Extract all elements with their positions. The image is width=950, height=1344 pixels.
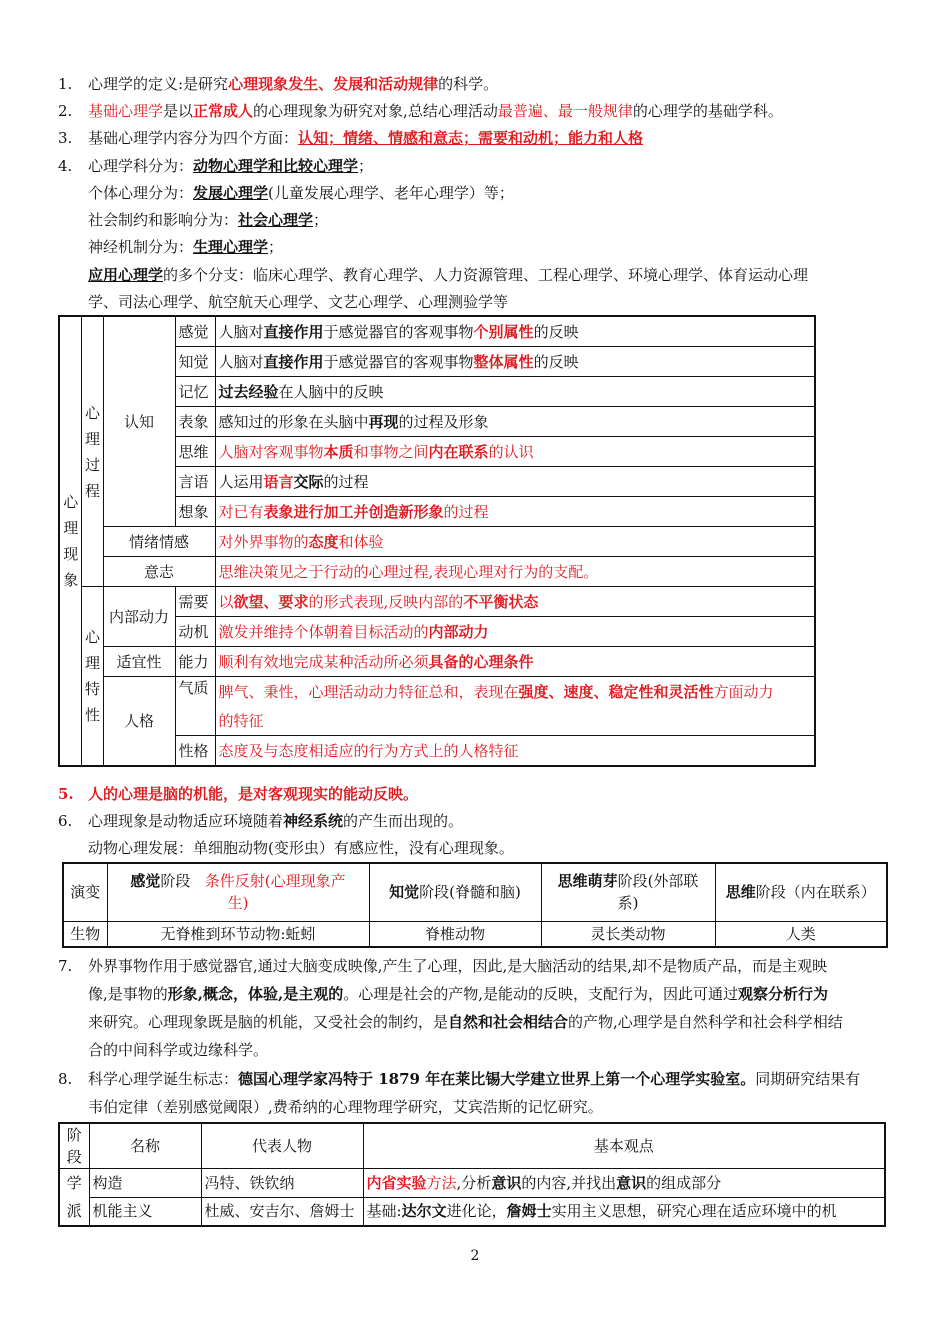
table-row: 人格 气质 脾气、秉性，心理活动动力特征总和，表现在强度、速度、稳定性和灵活性方面动力 xyxy=(59,677,815,707)
schools-table xyxy=(58,1122,886,1227)
psychology-phenomena-table xyxy=(58,315,816,767)
perception-def: 人脑对直接作用于感觉器官的客观事物整体属性的反映 xyxy=(215,347,815,377)
table-row: 言语 人运用语言交际的过程 xyxy=(59,467,815,497)
language-def: 人运用语言交际的过程 xyxy=(215,467,815,497)
table-row: 情绪情感 对外界事物的态度和体验 xyxy=(59,527,815,557)
functionalism-view: 基础:达尔文进化论，詹姆士实用主义思想，研究心理在适应环境中的机 xyxy=(363,1197,885,1226)
table-row: 动机 激发并维持个体朝着目标活动的内部动力 xyxy=(59,617,815,647)
item-7-line-4: 合的中间科学或边缘科学。 xyxy=(88,1041,269,1059)
imagination-def: 对已有表象进行加工并创造新形象的过程 xyxy=(215,497,815,527)
root-cell: 心理现象 xyxy=(59,316,81,766)
stage-thinking-bud: 思维萌芽阶段(外部联 系) xyxy=(541,863,715,921)
table-row: 心理现象 心理过程 认知 感觉 人脑对直接作用于感觉器官的客观事物个别属性的反映 xyxy=(59,316,815,347)
table-row: 学派 构造 冯特、铁钦纳 内省实验方法,分析意识的内容,并找出意识的组成部分 xyxy=(59,1169,885,1198)
table-row: 思维 人脑对客观事物本质和事物之间内在联系的认识 xyxy=(59,437,815,467)
item-6-line-2: 动物心理发展：单细胞动物(变形虫）有感应性，没有心理现象。 xyxy=(88,839,514,857)
item-4-line-5: 应用心理学的多个分支：临床心理学、教育心理学、人力资源管理、工程心理学、环境心理学、体育运动心理 xyxy=(88,266,809,284)
process-cell: 心理过程 xyxy=(81,316,103,587)
item-4-line-4: 神经机制分为：生理心理学； xyxy=(88,238,284,256)
stage-sensation: 感觉阶段 条件反射(心理现象产 生) xyxy=(107,863,369,921)
temperament-def: 脾气、秉性，心理活动动力特征总和，表现在强度、速度、稳定性和灵活性方面动力 xyxy=(215,677,815,707)
school-cell: 学派 xyxy=(59,1169,89,1227)
item-7-line-3: 来研究。心理现象既是脑的机能，又受社会的制约，是自然和社会相结合的产物,心理学是自然科学和社会科学相结 xyxy=(88,1013,843,1031)
stage-thinking: 思维阶段（内在联系） xyxy=(715,863,887,921)
table-row: 的特征 xyxy=(59,706,815,736)
table-row: 机能主义 杜威、安吉尔、詹姆士 基础:达尔文进化论，詹姆士实用主义思想，研究心理在适应环境中的机 xyxy=(59,1197,885,1226)
memory-def: 过去经验在人脑中的反映 xyxy=(215,377,815,407)
table-row: 表象 感知过的形象在头脑中再现的过程及形象 xyxy=(59,407,815,437)
table-row: 想象 对已有表象进行加工并创造新形象的过程 xyxy=(59,497,815,527)
table-row: 心理特性 内部动力 需要 以欲望、要求的形式表现,反映内部的不平衡状态 xyxy=(59,587,815,617)
table-row: 阶段 名称 代表人物 基本观点 xyxy=(59,1123,885,1169)
item-4-line-6: 学、司法心理学、航空航天心理学、文艺心理学、心理测验学等 xyxy=(88,293,509,311)
document-page: 1. 心理学的定义:是研究心理现象发生、发展和活动规律的科学。 2. 基础心理学是以正常成人的心理现象为研究对象,总结心理活动最普遍、最一般规律的心理学的基础学科。 3. 基础心理学内容分为四个方面：认知；情绪、情感和意志；需要和动机；能力和人格 4. 心理学科分为：动物心理学和比较心理学； 个体心理分为：发展心理学(儿童发展心理学、老年心理学）等； 社会制约和影响分为：社会心理学； 神经机制分为：生理心理学； 应用心理学的多个分支：临床心理学、教育心理学、人力资源管理、工程心理学、环境心理学、体育运动心理 学、司法心理学、航空航天心理学、文艺心理学、心理测验学等 心理现象 心理过程 认知 感觉 人脑对直接作用于感觉器官的客观事物个别属性的反映 知觉 人脑对直接作用于感觉器官的客观事物整体属性的反映 记忆 过去经验在人脑中的反映 表象 感知过的形象在头脑中再现的过程及形象 思维 人脑对客观事物本质和事物之间内在联系的认识 言语 人运用语言交际的过程 想象 对已有表象进行加工并创造新形象的过程 情绪情感 对外界事物的态度和体验 意志 思维决策见之于行动的心理过程,表现心理对行为的支配。 心理特性 内部动力 需要 以欲望、要求的形式表现,反映内部的不平衡状态 动机 激发并维持个体朝着目标活动的内部动力 适宜性 能力 顺利有效地完成某种活动所必须具备的心理条件 人格 气质 脾气、秉性，心理活动动力特征总和，表现在强度、速度、稳定性和灵活性方面动力 的特征 性格 态度及与态度相适应的行为方式上的人格特征 5. 人的心理是脑的机能，是对客观现实的能动反映。 6. 心理现象是动物适应环境随着神经系统的产生而出现的。 动物心理发展：单细胞动物(变形虫）有感应性，没有心理现象。 演变 感觉阶段 条件反射(心理现象产 生) 知觉阶段(脊髓和脑) 思维萌芽阶段(外部联 系) 思维阶段（内在联系） 生物 无脊椎到环节动物:蚯蚓 脊椎动物 灵长类动物 人类 7. 外界事物作用于感觉器官,通过大脑变成映像,产生了心理，因此,是大脑活动的结果,却不是物质产品，而是主观映 像,是事物的形象,概念，体验,是主观的。心理是社会的产物,是能动的反映，支配行为，因此可通过观察分析行为 来研究。心理现象既是脑的机能，又受社会的制约，是自然和社会相结合的产物,心理学是自然科学和社会科学相结 合的中间科学或边缘科学。 8. 科学心理学诞生标志：德国心理学家冯特于 1879 年在莱比锡大学建立世界上第一个心理学实验室。同期研究结果有 韦伯定律（差别感觉阈限）,费希纳的心理物理学研究，艾宾浩斯的记忆研究。 阶段 名称 代表人物 基本观点 学派 构造 冯特、铁钦纳 内省实验方法,分析意识的内容,并找出意识的组成部分 机能主义 杜威、安吉尔、詹姆士 基础:达尔文进化论，詹姆士实用主义思想，研究心理在适应环境中的机 2 xyxy=(0,0,950,1344)
item-4-line-3: 社会制约和影响分为：社会心理学； xyxy=(88,211,329,229)
thinking-def: 人脑对客观事物本质和事物之间内在联系的认识 xyxy=(215,437,815,467)
table-row: 性格 态度及与态度相适应的行为方式上的人格特征 xyxy=(59,736,815,767)
item-8-line-2: 韦伯定律（差别感觉阈限）,费希纳的心理物理学研究，艾宾浩斯的记忆研究。 xyxy=(88,1098,603,1116)
imagery-def: 感知过的形象在头脑中再现的过程及形象 xyxy=(215,407,815,437)
evolution-table xyxy=(62,862,888,948)
table-row: 演变 感觉阶段 条件反射(心理现象产 生) 知觉阶段(脊髓和脑) 思维萌芽阶段(外部联 系) 思维阶段（内在联系） xyxy=(63,863,887,921)
item-4-line-2: 个体心理分为：发展心理学(儿童发展心理学、老年心理学）等； xyxy=(88,184,514,202)
sensation-def: 人脑对直接作用于感觉器官的客观事物个别属性的反映 xyxy=(215,316,815,347)
need-def: 以欲望、要求的形式表现,反映内部的不平衡状态 xyxy=(215,587,815,617)
motive-def: 激发并维持个体朝着目标活动的内部动力 xyxy=(215,617,815,647)
traits-cell: 心理特性 xyxy=(81,587,103,767)
table-row: 意志 思维决策见之于行动的心理过程,表现心理对行为的支配。 xyxy=(59,557,815,587)
table-row: 适宜性 能力 顺利有效地完成某种活动所必须具备的心理条件 xyxy=(59,647,815,677)
table-row: 记忆 过去经验在人脑中的反映 xyxy=(59,377,815,407)
item-7-line-2: 像,是事物的形象,概念，体验,是主观的。心理是社会的产物,是能动的反映，支配行为，因此可通过观察分析行为 xyxy=(88,985,829,1003)
table-row: 知觉 人脑对直接作用于感觉器官的客观事物整体属性的反映 xyxy=(59,347,815,377)
stage-perception: 知觉阶段(脊髓和脑) xyxy=(369,863,541,921)
emotion-def: 对外界事物的态度和体验 xyxy=(215,527,815,557)
page-number: 2 xyxy=(470,1248,480,1264)
structuralism-view: 内省实验方法,分析意识的内容,并找出意识的组成部分 xyxy=(363,1169,885,1198)
ability-def: 顺利有效地完成某种活动所必须具备的心理条件 xyxy=(215,647,815,677)
table-row: 生物 无脊椎到环节动物:蚯蚓 脊椎动物 灵长类动物 人类 xyxy=(63,921,887,947)
